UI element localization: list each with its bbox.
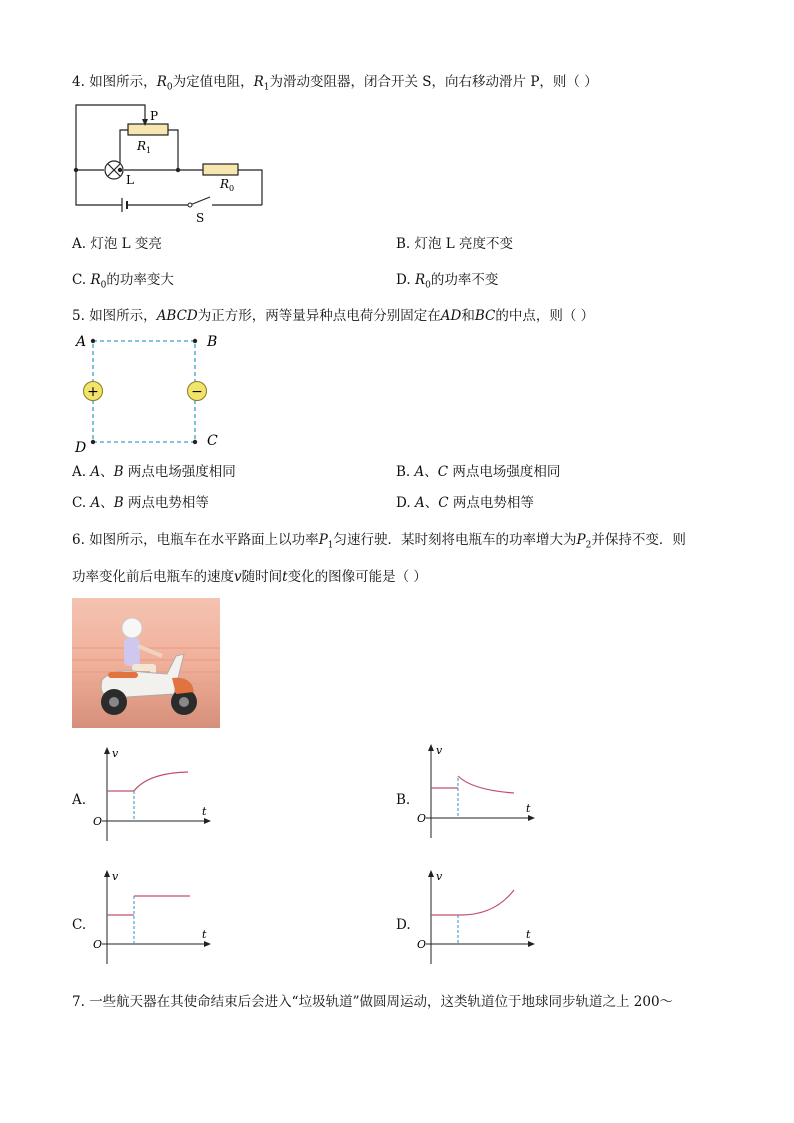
q6-option-c[interactable]: C. — [72, 917, 87, 933]
svg-text:v: v — [436, 744, 443, 757]
resistor-r0 — [203, 164, 238, 175]
q6-graph-b — [414, 742, 544, 842]
svg-text:−: − — [191, 384, 203, 400]
label-r0: R — [220, 177, 230, 191]
svg-text:t: t — [526, 802, 531, 815]
q4-option-a[interactable]: A. 灯泡 L 变亮 — [72, 236, 162, 252]
label-c: C — [207, 433, 218, 449]
q6-graph-a — [90, 745, 220, 845]
q6-option-a[interactable]: A. — [72, 792, 87, 808]
svg-text:O: O — [93, 938, 103, 951]
label-s: S — [196, 211, 205, 225]
switch-s — [190, 197, 210, 205]
q5-square-diagram — [72, 330, 232, 455]
scooter-rider-photo — [72, 598, 220, 728]
label-d: D — [75, 440, 87, 456]
q4-stem: 4. 如图所示，$R_0$为定值电阻，$R_1$为滑动变阻器，闭合开关 S，向右移动滑片 P，则（ ） — [72, 74, 598, 93]
svg-text:v: v — [112, 747, 119, 760]
label-p: P — [150, 109, 159, 123]
q6-option-d[interactable]: D. — [396, 917, 411, 933]
svg-text:v: v — [112, 870, 119, 883]
q5-stem: 5. 如图所示，ABCD为正方形，两等量异种点电荷分别固定在AD和BC的中点，则（ ） — [72, 308, 595, 324]
q4-option-c[interactable]: C. $R_0$的功率变大 — [72, 272, 174, 291]
svg-text:t: t — [202, 805, 207, 818]
q5-option-a[interactable]: A. A、B 两点电场强度相同 — [72, 464, 236, 480]
svg-text:t: t — [202, 928, 207, 941]
square-abcd — [93, 341, 195, 442]
q6-option-b[interactable]: B. — [396, 792, 411, 808]
q7-stem: 7. 一些航天器在其使命结束后会进入“垃圾轨道”做圆周运动，这类轨道位于地球同步轨道之上 200～ — [72, 994, 674, 1010]
q6-stem-line2: 功率变化前后电瓶车的速度v随时间t变化的图像可能是（ ） — [72, 569, 427, 585]
q6-graph-d — [414, 868, 544, 968]
label-b: B — [207, 334, 218, 350]
svg-text:O: O — [417, 812, 427, 825]
svg-text:1: 1 — [146, 146, 152, 155]
svg-text:+: + — [87, 384, 99, 400]
q6-graph-c — [90, 868, 220, 968]
q4-option-b[interactable]: B. 灯泡 L 亮度不变 — [396, 236, 514, 252]
label-r1: R — [137, 139, 147, 153]
q4-circuit-diagram — [70, 100, 270, 225]
label-a: A — [76, 334, 87, 350]
q5-option-c[interactable]: C. A、B 两点电势相等 — [72, 495, 209, 511]
q5-option-d[interactable]: D. A、C 两点电势相等 — [396, 495, 534, 511]
svg-text:t: t — [526, 928, 531, 941]
q6-stem-line1: 6. 如图所示，电瓶车在水平路面上以功率$P_1$匀速行驶．某时刻将电瓶车的功率增大为$P_2$并保持不变．则 — [72, 532, 686, 551]
svg-text:O: O — [417, 938, 427, 951]
label-l: L — [126, 173, 134, 187]
svg-text:v: v — [436, 870, 443, 883]
rheostat-r1 — [128, 124, 168, 135]
q4-option-d[interactable]: D. $R_0$的功率不变 — [396, 272, 499, 291]
svg-text:0: 0 — [229, 184, 235, 193]
svg-text:O: O — [93, 815, 103, 828]
q5-option-b[interactable]: B. A、C 两点电场强度相同 — [396, 464, 561, 480]
